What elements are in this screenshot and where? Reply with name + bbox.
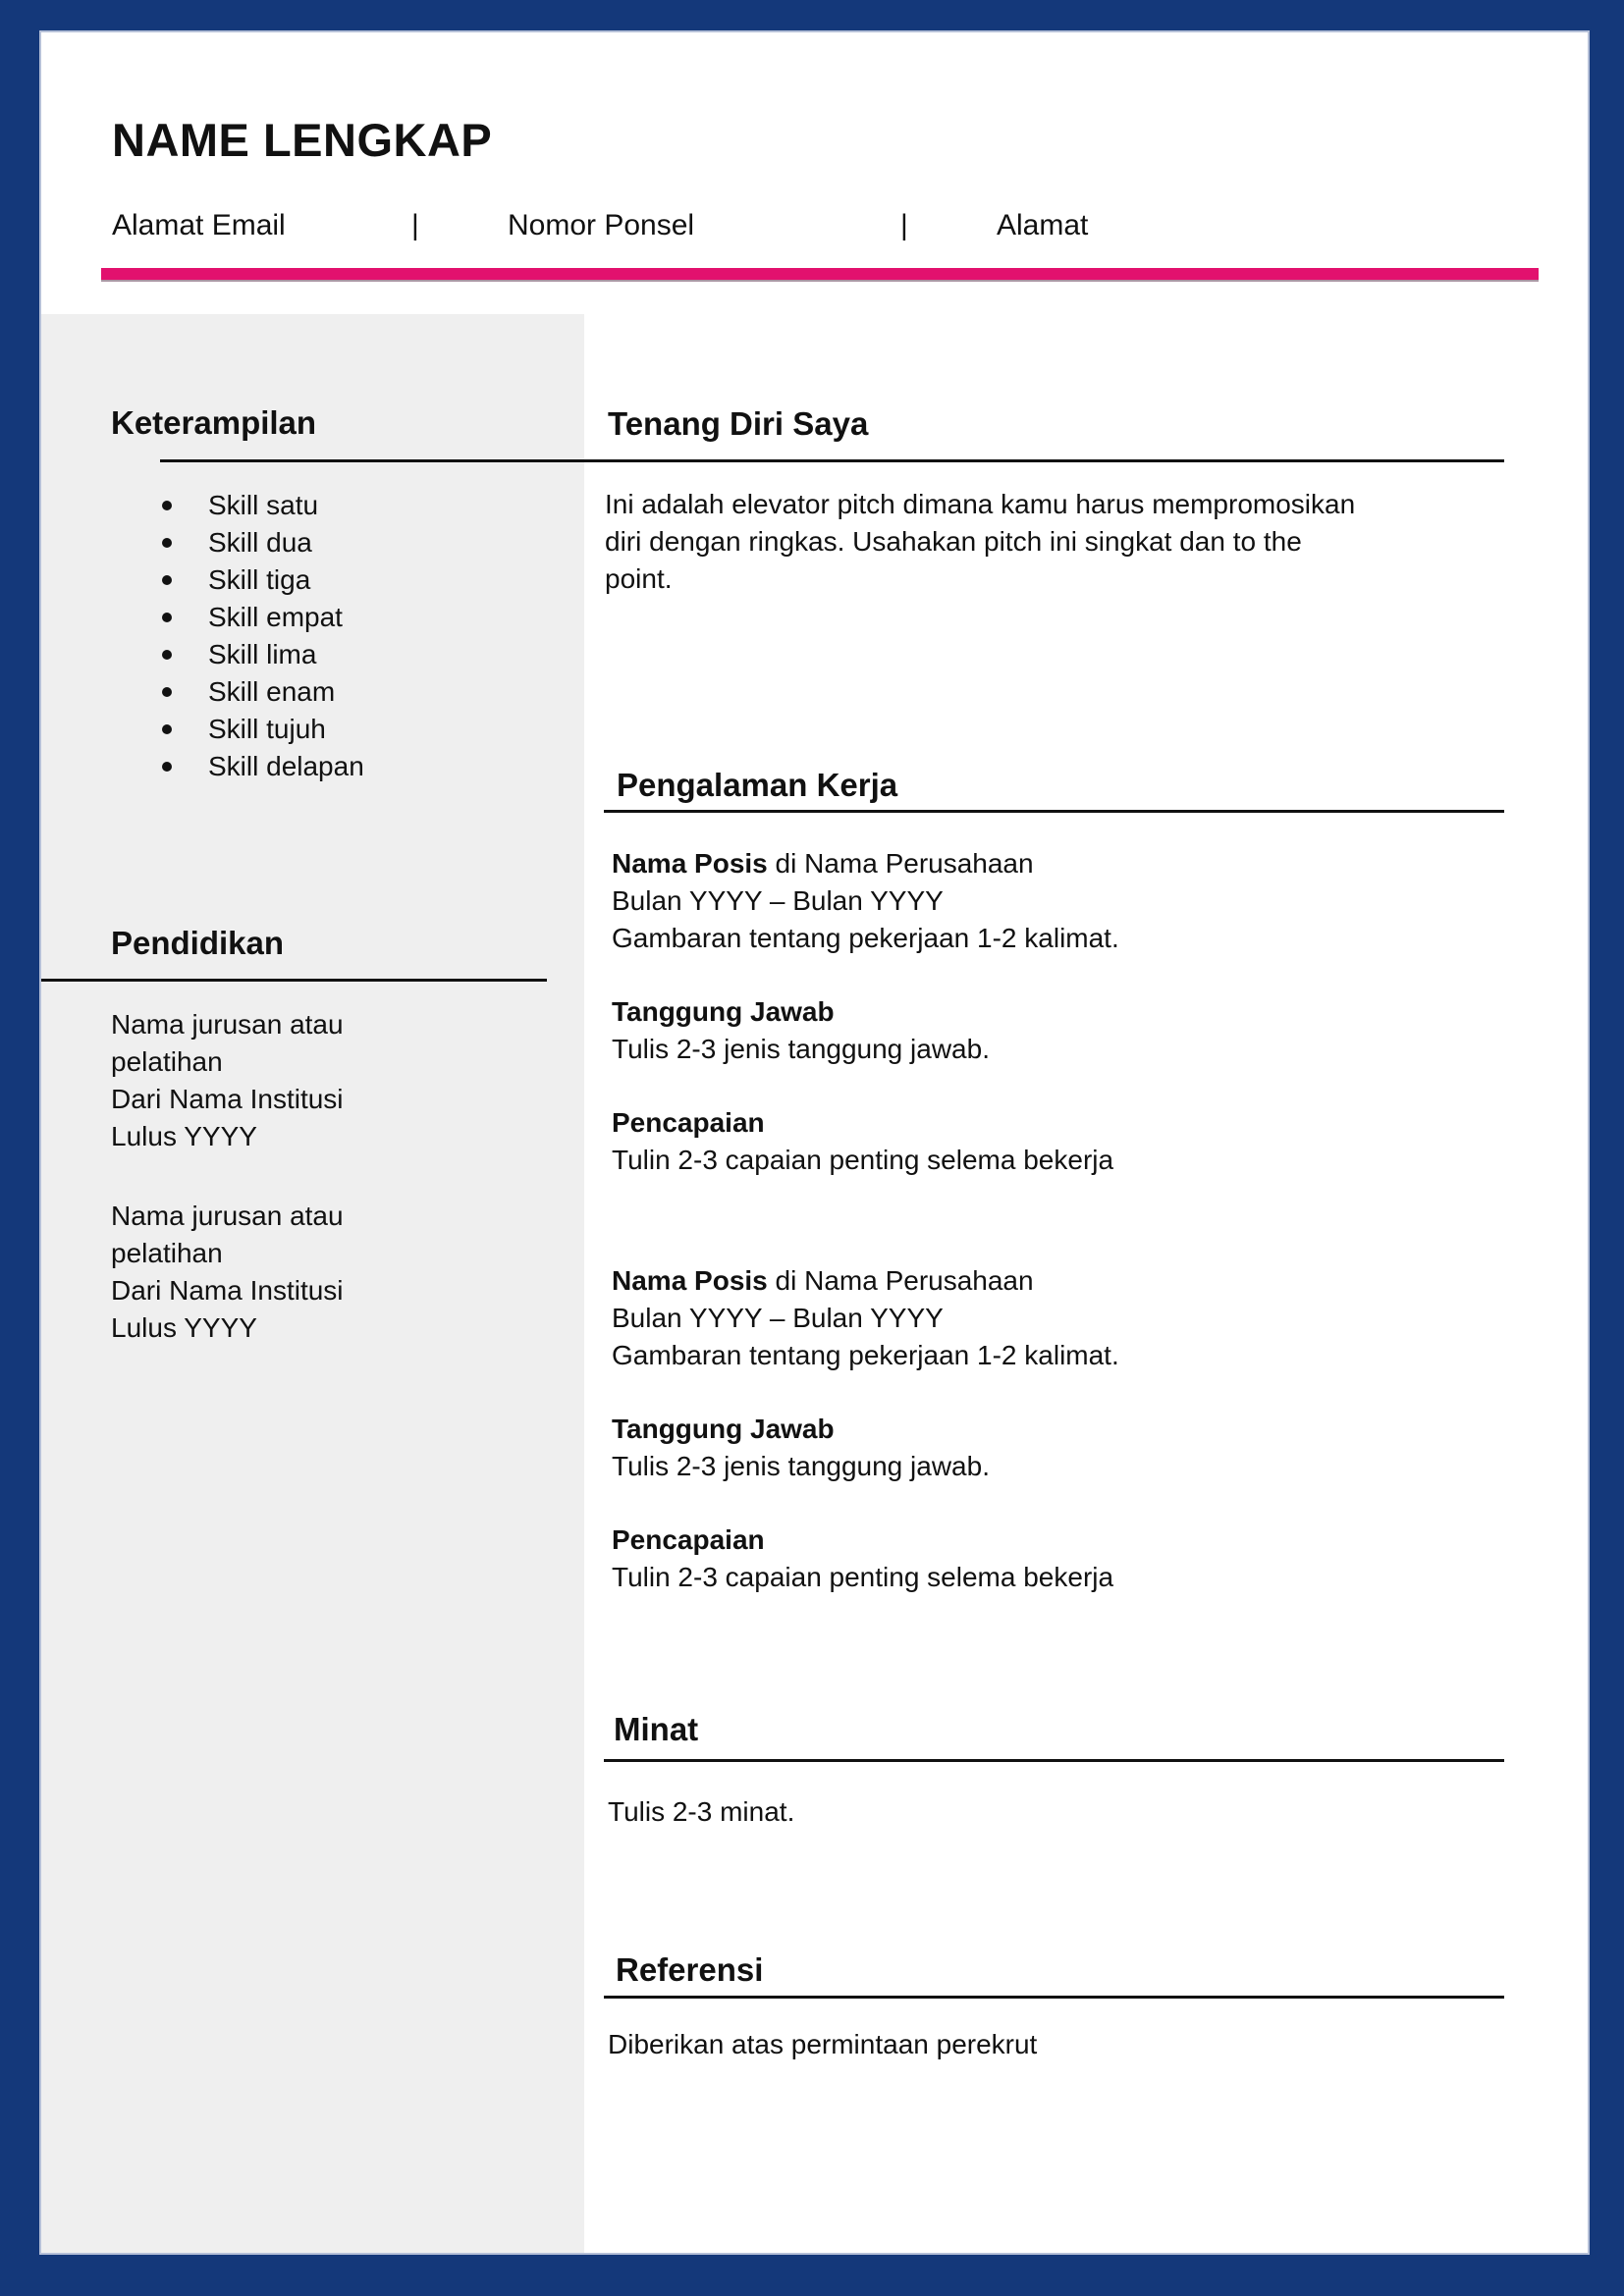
bullet-icon bbox=[162, 762, 172, 772]
education-institution: Dari Nama Institusi bbox=[111, 1275, 344, 1306]
job-company: di Nama Perusahaan bbox=[767, 1265, 1034, 1296]
skill-item-label: Skill delapan bbox=[208, 751, 364, 781]
interests-heading: Minat bbox=[614, 1711, 699, 1747]
job-title-line bbox=[612, 845, 1119, 882]
education-degree-line: Nama jurusan atau bbox=[111, 1009, 344, 1040]
experience-heading: Pengalaman Kerja bbox=[617, 767, 898, 803]
job-title-line bbox=[612, 1262, 1119, 1300]
job-position: Nama Posis bbox=[612, 1265, 768, 1296]
about-heading: Tenang Diri Saya bbox=[608, 405, 869, 442]
job-responsibility-heading: Tanggung Jawab bbox=[612, 1414, 835, 1444]
education-graduation: Lulus YYYY bbox=[111, 1121, 257, 1151]
education-institution: Dari Nama Institusi bbox=[111, 1084, 344, 1114]
contact-email: Alamat Email bbox=[112, 209, 286, 241]
skills-about-underline bbox=[160, 459, 1504, 462]
job-entry bbox=[612, 1262, 1119, 1596]
skill-item-label: Skill empat bbox=[208, 602, 343, 632]
contact-separator: | bbox=[900, 209, 908, 241]
skill-item bbox=[160, 524, 364, 561]
bullet-icon bbox=[162, 538, 172, 548]
education-degree-line: pelatihan bbox=[111, 1238, 223, 1268]
skill-item bbox=[160, 636, 364, 673]
full-name-heading: NAME LENGKAP bbox=[112, 114, 493, 166]
job-entry bbox=[612, 845, 1119, 1179]
contact-phone: Nomor Ponsel bbox=[508, 209, 695, 241]
skill-item bbox=[160, 487, 364, 524]
about-line: point. bbox=[605, 563, 673, 594]
education-underline bbox=[41, 979, 547, 982]
job-summary: Gambaran tentang pekerjaan 1-2 kalimat. bbox=[612, 1340, 1119, 1370]
education-entry bbox=[111, 1198, 344, 1347]
interests-text: Tulis 2-3 minat. bbox=[608, 1796, 795, 1827]
bullet-icon bbox=[162, 650, 172, 660]
bullet-icon bbox=[162, 501, 172, 510]
skill-item bbox=[160, 599, 364, 636]
education-entry bbox=[111, 1006, 344, 1155]
skill-item-label: Skill satu bbox=[208, 490, 319, 520]
about-line: diri dengan ringkas. Usahakan pitch ini singkat dan to the bbox=[605, 526, 1302, 557]
job-achievement-text: Tulin 2-3 capaian penting selema bekerja bbox=[612, 1145, 1114, 1175]
job-period: Bulan YYYY – Bulan YYYY bbox=[612, 885, 944, 916]
interests-underline bbox=[604, 1759, 1504, 1762]
skill-item-label: Skill dua bbox=[208, 527, 312, 558]
experience-underline bbox=[604, 810, 1504, 813]
job-company: di Nama Perusahaan bbox=[767, 848, 1034, 879]
education-heading: Pendidikan bbox=[111, 925, 285, 961]
job-achievement-heading: Pencapaian bbox=[612, 1524, 765, 1555]
job-period: Bulan YYYY – Bulan YYYY bbox=[612, 1303, 944, 1333]
bullet-icon bbox=[162, 613, 172, 622]
job-achievement-heading: Pencapaian bbox=[612, 1107, 765, 1138]
bullet-icon bbox=[162, 687, 172, 697]
skill-item-label: Skill tujuh bbox=[208, 714, 326, 744]
skills-heading: Keterampilan bbox=[111, 404, 317, 441]
education-degree-line: pelatihan bbox=[111, 1046, 223, 1077]
references-heading: Referensi bbox=[616, 1951, 764, 1988]
skill-item-label: Skill lima bbox=[208, 639, 317, 669]
skill-item bbox=[160, 748, 364, 785]
job-responsibility-heading: Tanggung Jawab bbox=[612, 996, 835, 1027]
job-achievement-text: Tulin 2-3 capaian penting selema bekerja bbox=[612, 1562, 1114, 1592]
skill-item-label: Skill enam bbox=[208, 676, 336, 707]
bullet-icon bbox=[162, 575, 172, 585]
education-degree-line: Nama jurusan atau bbox=[111, 1201, 344, 1231]
skills-list bbox=[160, 487, 364, 785]
about-line: Ini adalah elevator pitch dimana kamu harus mempromosikan bbox=[605, 489, 1356, 519]
skill-item bbox=[160, 711, 364, 748]
contact-address: Alamat bbox=[997, 209, 1089, 241]
resume-page bbox=[41, 32, 1588, 2253]
skill-item bbox=[160, 561, 364, 599]
references-underline bbox=[604, 1996, 1504, 1999]
education-graduation: Lulus YYYY bbox=[111, 1312, 257, 1343]
references-text: Diberikan atas permintaan perekrut bbox=[608, 2029, 1038, 2059]
skill-item bbox=[160, 673, 364, 711]
about-paragraph bbox=[605, 486, 1355, 598]
job-position: Nama Posis bbox=[612, 848, 768, 879]
header-divider bbox=[101, 268, 1539, 280]
job-summary: Gambaran tentang pekerjaan 1-2 kalimat. bbox=[612, 923, 1119, 953]
job-responsibility-text: Tulis 2-3 jenis tanggung jawab. bbox=[612, 1034, 990, 1064]
job-responsibility-text: Tulis 2-3 jenis tanggung jawab. bbox=[612, 1451, 990, 1481]
skill-item-label: Skill tiga bbox=[208, 564, 311, 595]
bullet-icon bbox=[162, 724, 172, 734]
contact-separator: | bbox=[411, 209, 419, 241]
